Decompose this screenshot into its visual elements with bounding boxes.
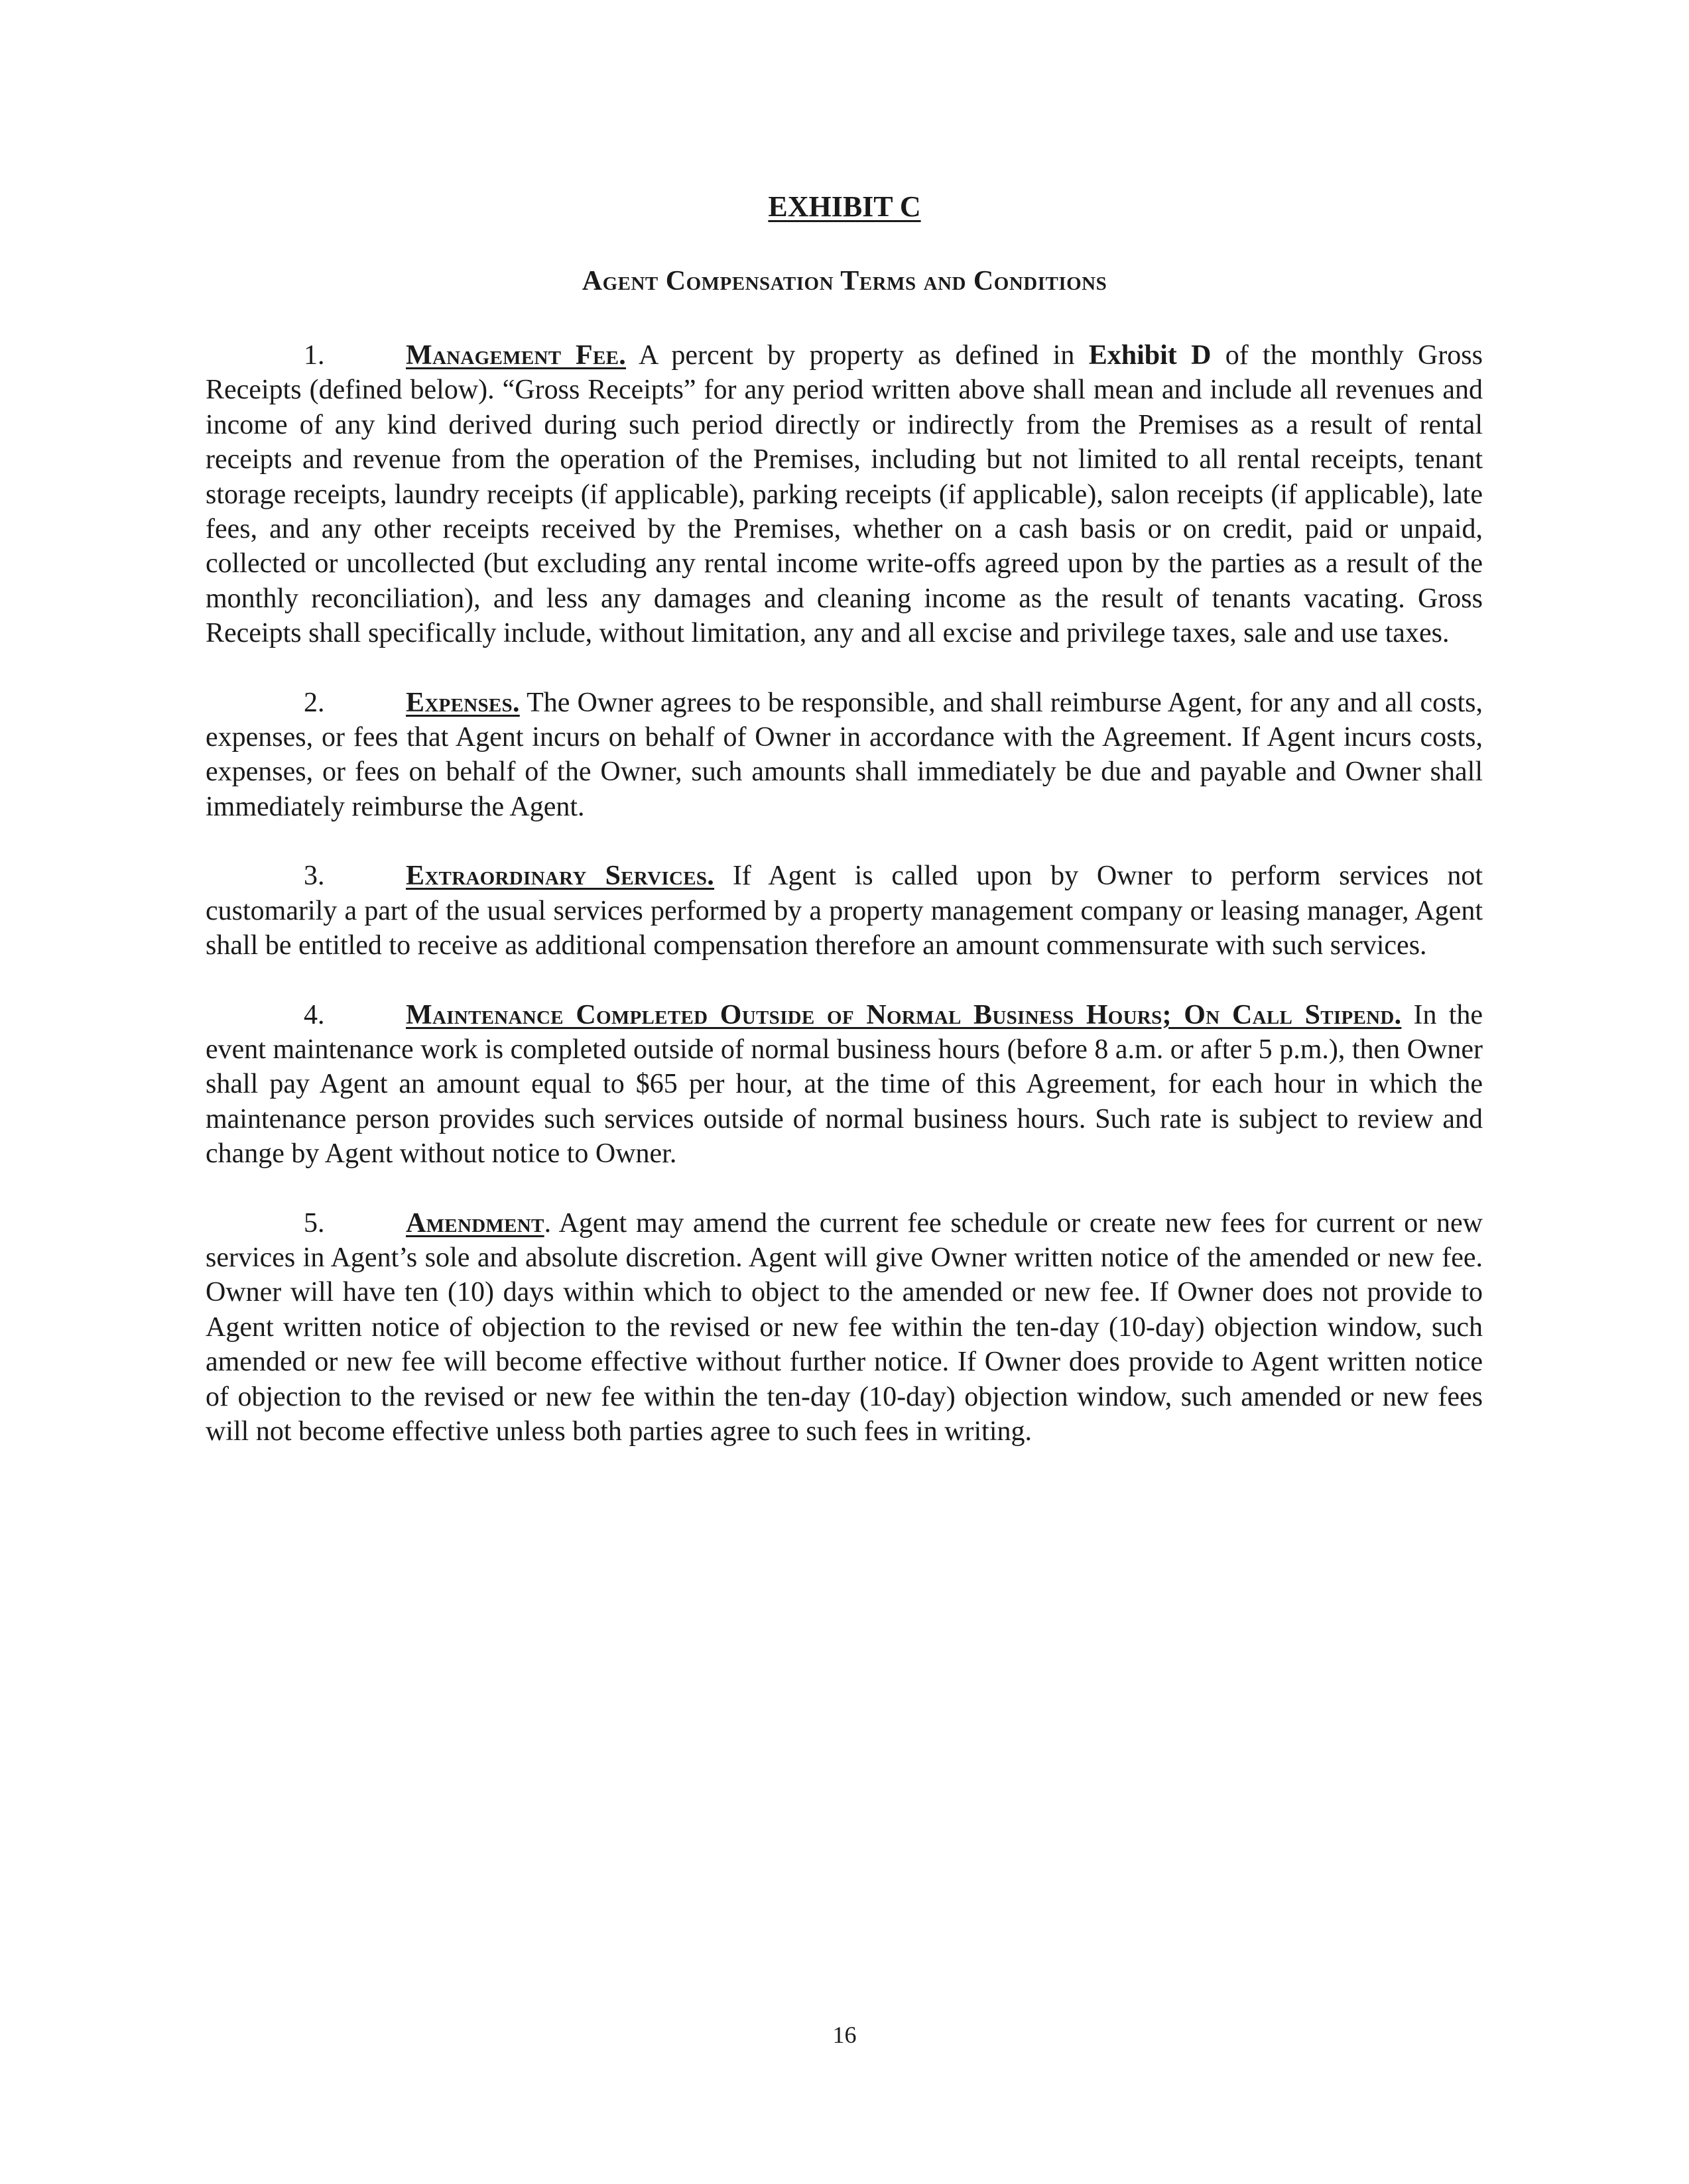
section-text: In the event maintenance work is completed outside of normal business hours (before 8 a.m. or after 5 p.m.), then Owner shall pay Agent an amount equal to $65 per hour, at the time of this Agreement, for each hour in which the maintenance person provides such services outside of normal business hours. Such rate is subject to review and change by Agent without notice to Owner. <box>206 999 1483 1170</box>
section-number: 5. <box>304 1207 325 1239</box>
section-5-amendment <box>206 1206 1483 1449</box>
section-number: 2. <box>304 687 325 718</box>
section-number: 4. <box>304 999 325 1030</box>
section-text: . Agent may amend the current fee schedule or create new fees for current or new services in Agent’s sole and absolute discretion. Agent will give Owner written notice of the amended or new fee. Owner will have ten (10) days within which to object to the amended or new fee. If Owner does not provide to Agent written notice of objection to the revised or new fee within the ten-day (10-day) objection window, such amended or new fee will become effective without further notice. If Owner does provide to Agent written notice of objection to the revised or new fee within the ten-day (10-day) objection window, such amended or new fees will not become effective unless both parties agree to such fees in writing. <box>206 1207 1483 1447</box>
section-text: A percent by property as defined in <box>626 340 1089 371</box>
section-text: The Owner agrees to be responsible, and shall reimburse Agent, for any and all costs, expenses, or fees that Agent incurs on behalf of Owner in accordance with the Agreement. If Agent incurs costs, expenses, or fees on behalf of the Owner, such amounts shall immediately be due and payable and Owner shall immediately reimburse the Agent. <box>206 687 1483 822</box>
section-heading: Maintenance Completed Outside of Normal Business Hours; On Call Stipend. <box>406 999 1402 1030</box>
section-text: of the monthly Gross Receipts (defined below). “Gross Receipts” for any period written above shall mean and include all revenues and income of any kind derived during such period directly or indirectly from the Premises as a result of rental receipts and revenue from the operation of the Premises, including but not limited to all rental receipts, tenant storage receipts, laundry receipts (if applicable), parking receipts (if applicable), salon receipts (if applicable), late fees, and any other receipts received by the Premises, whether on a cash basis or on credit, paid or unpaid, collected or uncollected (but excluding any rental income write-offs agreed upon by the parties as a result of the monthly reconciliation), and less any damages and cleaning income as the result of tenants vacating. Gross Receipts shall specifically include, without limitation, any and all excise and privilege taxes, sale and use taxes. <box>206 340 1483 649</box>
section-heading: Extraordinary Services. <box>406 861 715 892</box>
section-number: 3. <box>304 861 325 892</box>
section-heading: Expenses. <box>406 687 520 718</box>
exhibit-subtitle: Agent Compensation Terms and Conditions <box>582 266 1107 296</box>
section-2-expenses <box>206 686 1483 825</box>
section-number: 1. <box>304 340 325 371</box>
page-number: 16 <box>832 2022 857 2048</box>
exhibit-d-reference: Exhibit D <box>1088 340 1212 371</box>
section-3-extraordinary-services <box>206 859 1483 963</box>
section-1-management-fee <box>206 338 1483 651</box>
document-body <box>206 338 1483 1483</box>
section-4-maintenance-outside-hours <box>206 998 1483 1172</box>
section-heading: Amendment <box>406 1207 544 1239</box>
exhibit-title: EXHIBIT C <box>768 190 921 223</box>
section-text: If Agent is called upon by Owner to perform services not customarily a part of the usual services performed by a property management company or leasing manager, Agent shall be entitled to receive as additional compensation therefore an amount commensurate with such services. <box>206 861 1483 961</box>
section-heading: Management Fee. <box>406 340 627 371</box>
